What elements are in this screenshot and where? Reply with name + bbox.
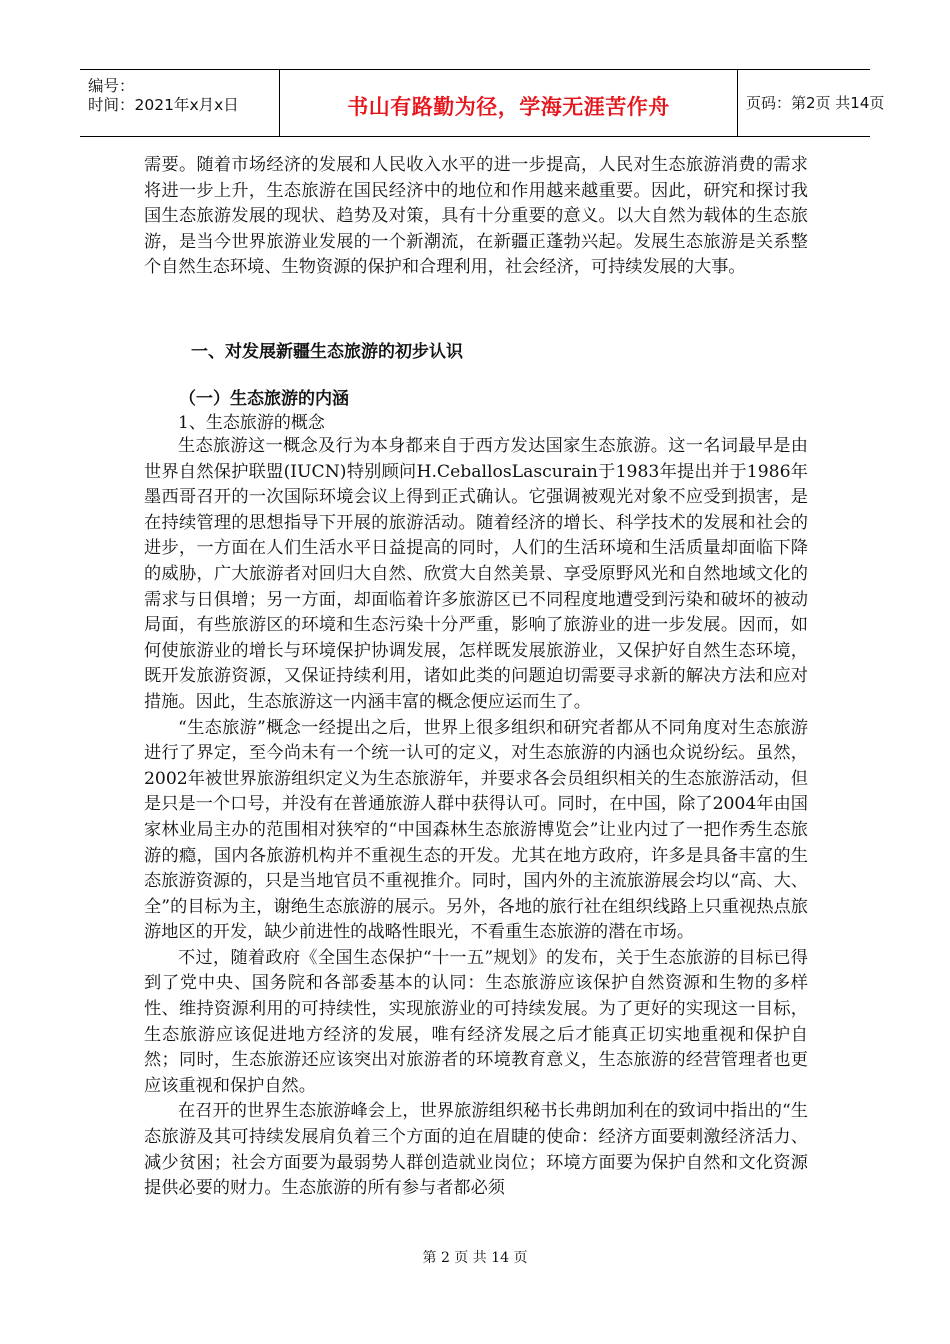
document-number-label: 编号： [88,77,135,95]
sub-item-heading: 1、生态旅游的概念 [178,413,325,433]
body-paragraph: “生态旅游”概念一经提出之后，世界上很多组织和研究者都从不同角度对生态旅游进行了界定，至今尚未有一个统一认可的定义，对生态旅游的内涵也众说纷纭。虽然，2002年被世界旅游组织定义为生态旅游年，并要求各会员组织相关的生态旅游活动，但是只是一个口号，并没有在普通旅游人群中获得认可。同时，在中国，除了2004年由国家林业局主办的范围相对狭窄的“中国森林生态旅游博览会”让业内过了一把作秀生态旅游的瘾，国内各旅游机构并不重视生态的开发。尤其在地方政府，许多是具备丰富的生态旅游资源的，只是当地官员不重视推介。同时，国内外的主流旅游展会均以“高、大、全”的目标为主，谢绝生态旅游的展示。另外，各地的旅行社在组织线路上只重视热点旅游地区的开发，缺少前进性的战略性眼光，不看重生态旅游的潜在市场。 [144,717,808,943]
page-footer: 第 2 页 共 14 页 [422,1250,528,1266]
page-header [80,69,885,137]
header-motto-cell [280,70,738,136]
section-heading: 一、对发展新疆生态旅游的初步认识 [191,342,463,362]
body-paragraph: 生态旅游这一概念及行为本身都来自于西方发达国家生态旅游。这一名词最早是由世界自然保护联盟(IUCN)特别顾问H.CeballosLascurain于1983年提出并于1986年墨西哥召开的一次国际环境会议上得到正式确认。它强调被观光对象不应受到损害，是在持续管理的思想指导下开展的旅游活动。随着经济的增长、科学技术的发展和社会的进步，一方面在人们生活水平日益提高的同时，人们的生活环境和生活质量却面临下降的威胁，广大旅游者对回归大自然、欣赏大自然美景、享受原野风光和自然地域文化的需求与日俱增；另一方面，却面临着许多旅游区已不同程度地遭受到污染和破坏的被动局面，有些旅游区的环境和生态污染十分严重，影响了旅游业的进一步发展。因而，如何使旅游业的增长与环境保护协调发展，怎样既发展旅游业，又保护好自然生态环境，既开发旅游资源，又保证持续利用，诸如此类的问题迫切需要寻求新的解决方法和应对措施。因此，生态旅游这一内涵丰富的概念便应运而生了。 [144,436,808,712]
document-date-label: 时间：2021年x月x日 [88,96,239,114]
header-page-cell [738,70,885,136]
header-meta-cell [80,70,280,136]
body-text [144,434,808,1202]
header-motto: 书山有路勤为径，学海无涯苦作舟 [347,95,670,119]
header-page-number: 页码：第2页 共14页 [746,94,885,112]
intro-block [144,153,808,281]
intro-paragraph: 需要。随着市场经济的发展和人民收入水平的进一步提高，人民对生态旅游消费的需求将进一步上升，生态旅游在国民经济中的地位和作用越来越重要。因此，研究和探讨我国生态旅游发展的现状、趋势及对策，具有十分重要的意义。以大自然为载体的生态旅游，是当今世界旅游业发展的一个新潮流，在新疆正蓬勃兴起。发展生态旅游是关系整个自然生态环境、生物资源的保护和合理利用，社会经济，可持续发展的大事。 [144,155,808,278]
subsection-heading: （一）生态旅游的内涵 [179,389,349,409]
body-paragraph: 在召开的世界生态旅游峰会上，世界旅游组织秘书长弗朗加利在的致词中指出的“生态旅游及其可持续发展肩负着三个方面的迫在眉睫的使命：经济方面要刺激经济活力、减少贫困；社会方面要为最弱势人群创造就业岗位；环境方面要为保护自然和文化资源提供必要的财力。生态旅游的所有参与者都必须 [144,1101,808,1199]
body-paragraph: 不过，随着政府《全国生态保护“十一五”规划》的发布，关于生态旅游的目标已得到了党中央、国务院和各部委基本的认同：生态旅游应该保护自然资源和生物的多样性、维持资源利用的可持续性，实现旅游业的可持续发展。为了更好的实现这一目标，生态旅游应该促进地方经济的发展，唯有经济发展之后才能真正切实地重视和保护自然；同时，生态旅游还应该突出对旅游者的环境教育意义，生态旅游的经营管理者也更应该重视和保护自然。 [144,947,808,1096]
